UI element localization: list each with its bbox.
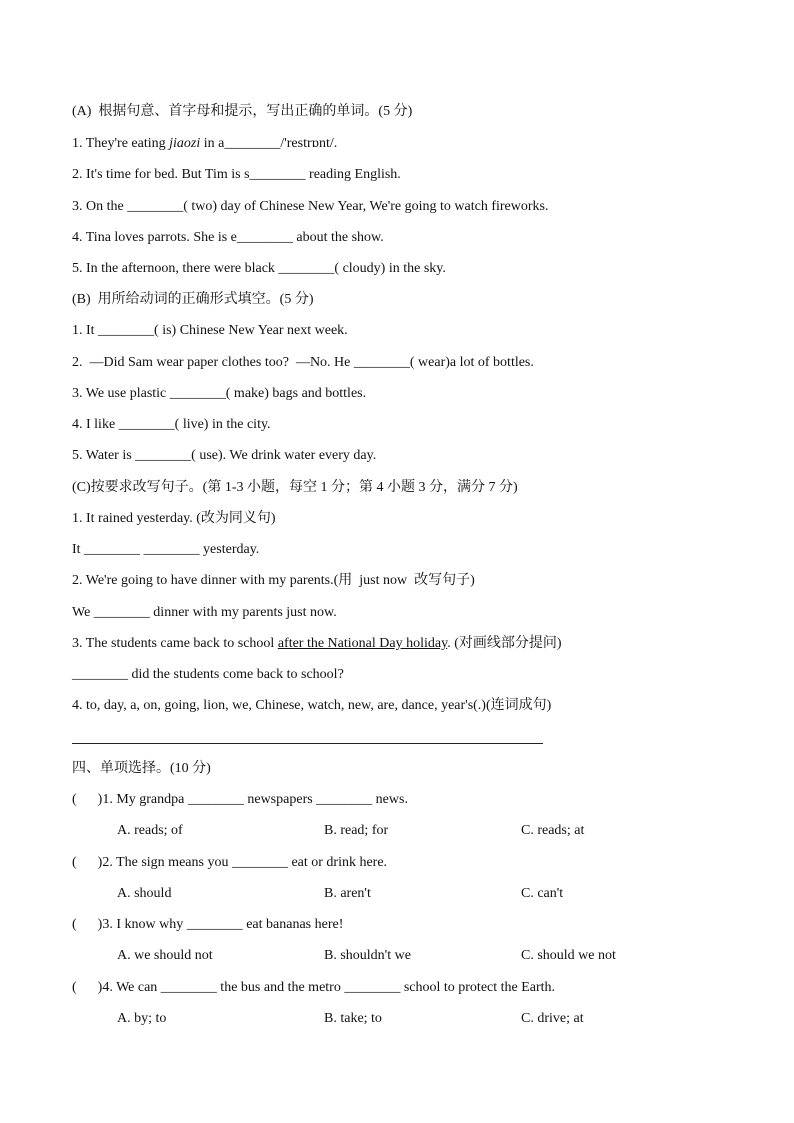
underlined-phrase: after the National Day holiday: [277, 636, 448, 651]
mc-q3-stem: ( )3. I know why ________ eat bananas here!: [72, 917, 344, 932]
section-c-q1: 1. It rained yesterday. (改为同义句): [72, 511, 276, 526]
mc-q3-option-a: A. we should not: [117, 948, 213, 963]
mc-q2-option-a: A. should: [117, 886, 172, 901]
section-b-q2: 2. —Did Sam wear paper clothes too? —No. He ________( wear)a lot of bottles.: [72, 355, 534, 370]
mc-q4-option-c: C. drive; at: [521, 1011, 584, 1026]
mc-q2-stem: ( )2. The sign means you ________ eat or drink here.: [72, 855, 388, 870]
section-c-q1-answer: It ________ ________ yesterday.: [72, 542, 260, 557]
section-b-q5: 5. Water is ________( use). We drink water every day.: [72, 448, 377, 463]
section-a-q5: 5. In the afternoon, there were black ________( cloudy) in the sky.: [72, 261, 446, 276]
section-c-q2-answer: We ________ dinner with my parents just now.: [72, 605, 337, 620]
section-b-heading: (B) 用所给动词的正确形式填空。(5 分): [72, 292, 314, 307]
section-b-q4: 4. I like ________( live) in the city.: [72, 417, 271, 432]
mc-q3-option-b: B. shouldn't we: [324, 948, 411, 963]
mc-q2-option-c: C. can't: [521, 886, 564, 901]
section-a-q2: 2. It's time for bed. But Tim is s________ reading English.: [72, 167, 401, 182]
mc-q4-option-a: A. by; to: [117, 1011, 167, 1026]
mc-q4-stem: ( )4. We can ________ the bus and the metro ________ school to protect the Earth.: [72, 980, 556, 995]
section-a-q4: 4. Tina loves parrots. She is e________ about the show.: [72, 230, 384, 245]
section-b-q3: 3. We use plastic ________( make) bags and bottles.: [72, 386, 367, 401]
mc-q4-option-b: B. take; to: [324, 1011, 382, 1026]
section-c-heading: (C)按要求改写句子。(第 1-3 小题，每空 1 分；第 4 小题 3 分，满分 7 分): [72, 480, 518, 495]
mc-q3-option-c: C. should we not: [521, 948, 616, 963]
mc-q1-option-a: A. reads; of: [117, 823, 183, 838]
section-c-q3: 3. The students came back to school after the National Day holiday. (对画线部分提问): [72, 636, 562, 651]
mc-q1-option-c: C. reads; at: [521, 823, 585, 838]
mc-q2-option-b: B. aren't: [324, 886, 371, 901]
mc-q1-stem: ( )1. My grandpa ________ newspapers ________ news.: [72, 792, 408, 807]
answer-line: [72, 743, 543, 744]
section-a-heading: (A) 根据句意、首字母和提示，写出正确的单词。(5 分): [72, 104, 413, 119]
section-4-heading: 四、单项选择。(10 分): [72, 761, 211, 776]
section-b-q1: 1. It ________( is) Chinese New Year next week.: [72, 323, 348, 338]
section-a-q3: 3. On the ________( two) day of Chinese New Year, We're going to watch fireworks.: [72, 199, 549, 214]
mc-q1-option-b: B. read; for: [324, 823, 389, 838]
section-c-q3-answer: ________ did the students come back to school?: [72, 667, 344, 682]
section-c-q4: 4. to, day, a, on, going, lion, we, Chinese, watch, new, are, dance, year's(.)(连词成句): [72, 698, 552, 713]
section-c-q2: 2. We're going to have dinner with my parents.(用 just now 改写句子): [72, 573, 475, 588]
section-a-q1: 1. They're eating jiaozi in a________/'restrɒnt/.: [72, 136, 338, 151]
